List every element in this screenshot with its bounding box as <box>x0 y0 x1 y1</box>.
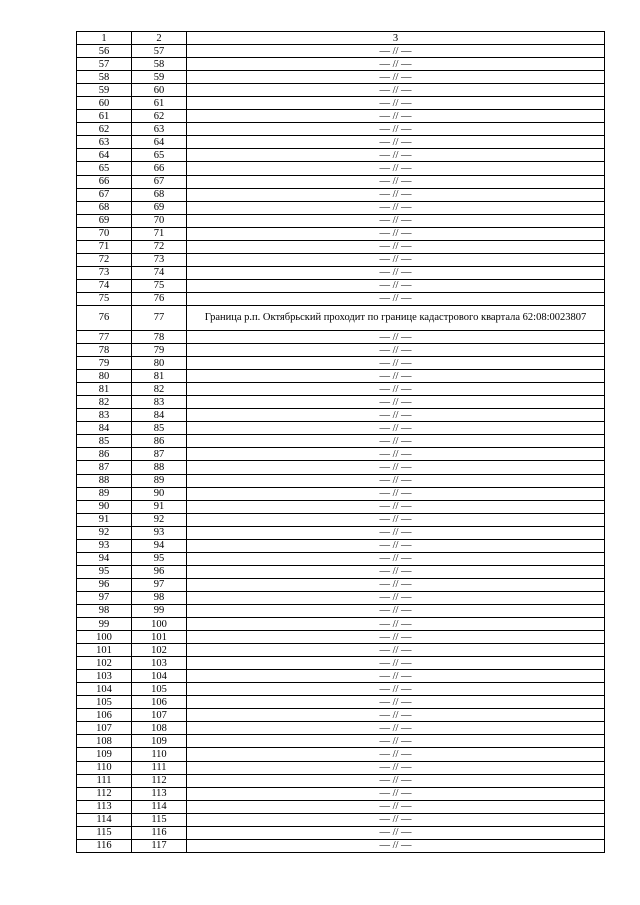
point-to-cell: 70 <box>132 214 187 227</box>
table-row <box>77 149 605 162</box>
point-from-cell: 57 <box>77 58 132 71</box>
point-to-cell: 86 <box>132 435 187 448</box>
point-to-cell: 76 <box>132 292 187 305</box>
point-to-cell: 93 <box>132 526 187 539</box>
table-row <box>77 123 605 136</box>
point-to-cell: 104 <box>132 670 187 683</box>
point-from-cell: 64 <box>77 149 132 162</box>
description-cell: — // — <box>187 330 605 343</box>
description-cell: — // — <box>187 813 605 826</box>
point-from-cell: 90 <box>77 500 132 513</box>
table-row <box>77 344 605 357</box>
table-row <box>77 552 605 565</box>
table-row <box>77 696 605 709</box>
point-from-cell: 79 <box>77 357 132 370</box>
table-row <box>77 422 605 435</box>
description-cell: — // — <box>187 448 605 461</box>
point-from-cell: 92 <box>77 526 132 539</box>
point-to-cell: 72 <box>132 240 187 253</box>
description-cell: — // — <box>187 188 605 201</box>
description-cell: — // — <box>187 175 605 188</box>
column-number-3: 3 <box>187 32 605 45</box>
point-from-cell: 67 <box>77 188 132 201</box>
point-from-cell: 113 <box>77 800 132 813</box>
point-from-cell: 77 <box>77 330 132 343</box>
description-cell: — // — <box>187 735 605 748</box>
point-from-cell: 97 <box>77 591 132 604</box>
point-to-cell: 63 <box>132 123 187 136</box>
description-cell: — // — <box>187 722 605 735</box>
table-row <box>77 604 605 617</box>
table-row <box>77 618 605 631</box>
table-row <box>77 110 605 123</box>
table-row <box>77 539 605 552</box>
table-row <box>77 591 605 604</box>
description-cell: — // — <box>187 123 605 136</box>
table-row <box>77 396 605 409</box>
point-to-cell: 114 <box>132 800 187 813</box>
point-to-cell: 113 <box>132 787 187 800</box>
table-row <box>77 175 605 188</box>
description-cell: — // — <box>187 240 605 253</box>
table-row <box>77 97 605 110</box>
table-row <box>77 487 605 500</box>
description-cell: Граница р.п. Октябрьский проходит по границе кадастрового квартала 62:08:0023807 <box>187 305 605 330</box>
point-from-cell: 95 <box>77 565 132 578</box>
point-from-cell: 100 <box>77 631 132 644</box>
point-from-cell: 83 <box>77 409 132 422</box>
point-from-cell: 101 <box>77 644 132 657</box>
point-to-cell: 69 <box>132 201 187 214</box>
point-to-cell: 96 <box>132 565 187 578</box>
table-row <box>77 774 605 787</box>
point-from-cell: 84 <box>77 422 132 435</box>
point-from-cell: 85 <box>77 435 132 448</box>
point-to-cell: 109 <box>132 735 187 748</box>
description-cell: — // — <box>187 500 605 513</box>
description-cell: — // — <box>187 578 605 591</box>
table-row <box>77 657 605 670</box>
point-from-cell: 82 <box>77 396 132 409</box>
point-to-cell: 77 <box>132 305 187 330</box>
table-row <box>77 644 605 657</box>
description-cell: — // — <box>187 136 605 149</box>
point-to-cell: 110 <box>132 748 187 761</box>
point-to-cell: 103 <box>132 657 187 670</box>
point-to-cell: 57 <box>132 45 187 58</box>
table-row <box>77 787 605 800</box>
table-row <box>77 305 605 330</box>
point-from-cell: 62 <box>77 123 132 136</box>
point-to-cell: 67 <box>132 175 187 188</box>
table-row <box>77 84 605 97</box>
description-cell: — // — <box>187 45 605 58</box>
description-cell: — // — <box>187 149 605 162</box>
point-from-cell: 68 <box>77 201 132 214</box>
point-from-cell: 107 <box>77 722 132 735</box>
description-cell: — // — <box>187 787 605 800</box>
table-row <box>77 722 605 735</box>
table-row <box>77 709 605 722</box>
point-from-cell: 110 <box>77 761 132 774</box>
description-cell: — // — <box>187 591 605 604</box>
table-row <box>77 330 605 343</box>
point-from-cell: 78 <box>77 344 132 357</box>
point-to-cell: 62 <box>132 110 187 123</box>
table-row <box>77 435 605 448</box>
column-number-1: 1 <box>77 32 132 45</box>
description-cell: — // — <box>187 774 605 787</box>
point-to-cell: 91 <box>132 500 187 513</box>
table-row <box>77 253 605 266</box>
description-cell: — // — <box>187 409 605 422</box>
table-row <box>77 683 605 696</box>
point-to-cell: 66 <box>132 162 187 175</box>
point-to-cell: 99 <box>132 604 187 617</box>
point-to-cell: 116 <box>132 826 187 839</box>
description-cell: — // — <box>187 396 605 409</box>
description-cell: — // — <box>187 383 605 396</box>
point-to-cell: 90 <box>132 487 187 500</box>
point-to-cell: 88 <box>132 461 187 474</box>
table-row <box>77 813 605 826</box>
point-from-cell: 102 <box>77 657 132 670</box>
point-from-cell: 96 <box>77 578 132 591</box>
description-cell: — // — <box>187 526 605 539</box>
description-cell: — // — <box>187 71 605 84</box>
description-cell: — // — <box>187 435 605 448</box>
description-cell: — // — <box>187 461 605 474</box>
point-from-cell: 111 <box>77 774 132 787</box>
point-to-cell: 84 <box>132 409 187 422</box>
table-row <box>77 409 605 422</box>
point-from-cell: 87 <box>77 461 132 474</box>
description-cell: — // — <box>187 253 605 266</box>
table-row <box>77 565 605 578</box>
point-from-cell: 88 <box>77 474 132 487</box>
description-cell: — // — <box>187 657 605 670</box>
table-row <box>77 735 605 748</box>
table-row <box>77 526 605 539</box>
table-row <box>77 826 605 839</box>
point-to-cell: 107 <box>132 709 187 722</box>
point-to-cell: 59 <box>132 71 187 84</box>
table-row <box>77 631 605 644</box>
point-to-cell: 95 <box>132 552 187 565</box>
point-from-cell: 80 <box>77 370 132 383</box>
point-from-cell: 116 <box>77 839 132 852</box>
point-to-cell: 78 <box>132 330 187 343</box>
point-to-cell: 68 <box>132 188 187 201</box>
point-to-cell: 71 <box>132 227 187 240</box>
point-to-cell: 73 <box>132 253 187 266</box>
description-cell: — // — <box>187 631 605 644</box>
point-from-cell: 76 <box>77 305 132 330</box>
table-row <box>77 240 605 253</box>
description-cell: — // — <box>187 565 605 578</box>
point-from-cell: 86 <box>77 448 132 461</box>
table-row <box>77 461 605 474</box>
point-to-cell: 64 <box>132 136 187 149</box>
table-row <box>77 266 605 279</box>
boundary-points-table <box>76 31 605 853</box>
table-row <box>77 188 605 201</box>
description-cell: — // — <box>187 422 605 435</box>
point-from-cell: 71 <box>77 240 132 253</box>
description-cell: — // — <box>187 683 605 696</box>
point-from-cell: 98 <box>77 604 132 617</box>
point-to-cell: 85 <box>132 422 187 435</box>
table-row <box>77 474 605 487</box>
point-from-cell: 114 <box>77 813 132 826</box>
point-to-cell: 100 <box>132 618 187 631</box>
point-to-cell: 58 <box>132 58 187 71</box>
table-row <box>77 839 605 852</box>
table-row <box>77 279 605 292</box>
point-from-cell: 93 <box>77 539 132 552</box>
table-row <box>77 227 605 240</box>
point-to-cell: 108 <box>132 722 187 735</box>
table-row <box>77 162 605 175</box>
table-row <box>77 383 605 396</box>
description-cell: — // — <box>187 357 605 370</box>
description-cell: — // — <box>187 110 605 123</box>
description-cell: — // — <box>187 474 605 487</box>
description-cell: — // — <box>187 370 605 383</box>
point-from-cell: 108 <box>77 735 132 748</box>
point-to-cell: 102 <box>132 644 187 657</box>
table-row <box>77 136 605 149</box>
point-to-cell: 82 <box>132 383 187 396</box>
point-from-cell: 115 <box>77 826 132 839</box>
description-cell: — // — <box>187 201 605 214</box>
table-row <box>77 578 605 591</box>
point-to-cell: 60 <box>132 84 187 97</box>
point-from-cell: 60 <box>77 97 132 110</box>
table-row <box>77 292 605 305</box>
table-body <box>77 45 605 853</box>
point-from-cell: 70 <box>77 227 132 240</box>
point-to-cell: 105 <box>132 683 187 696</box>
column-number-2: 2 <box>132 32 187 45</box>
point-from-cell: 59 <box>77 84 132 97</box>
point-from-cell: 99 <box>77 618 132 631</box>
description-cell: — // — <box>187 748 605 761</box>
table-row <box>77 500 605 513</box>
point-to-cell: 111 <box>132 761 187 774</box>
description-cell: — // — <box>187 266 605 279</box>
table-row <box>77 71 605 84</box>
point-from-cell: 89 <box>77 487 132 500</box>
point-to-cell: 79 <box>132 344 187 357</box>
table-row <box>77 201 605 214</box>
description-cell: — // — <box>187 618 605 631</box>
point-to-cell: 97 <box>132 578 187 591</box>
description-cell: — // — <box>187 670 605 683</box>
point-from-cell: 104 <box>77 683 132 696</box>
table-row <box>77 513 605 526</box>
point-from-cell: 112 <box>77 787 132 800</box>
description-cell: — // — <box>187 513 605 526</box>
point-from-cell: 105 <box>77 696 132 709</box>
table-row <box>77 448 605 461</box>
point-from-cell: 63 <box>77 136 132 149</box>
description-cell: — // — <box>187 227 605 240</box>
point-from-cell: 58 <box>77 71 132 84</box>
point-to-cell: 65 <box>132 149 187 162</box>
point-from-cell: 81 <box>77 383 132 396</box>
description-cell: — // — <box>187 344 605 357</box>
point-from-cell: 56 <box>77 45 132 58</box>
description-cell: — // — <box>187 644 605 657</box>
point-to-cell: 80 <box>132 357 187 370</box>
point-to-cell: 94 <box>132 539 187 552</box>
point-from-cell: 73 <box>77 266 132 279</box>
description-cell: — // — <box>187 800 605 813</box>
point-to-cell: 92 <box>132 513 187 526</box>
table-row <box>77 370 605 383</box>
table-row <box>77 357 605 370</box>
point-to-cell: 101 <box>132 631 187 644</box>
table-row <box>77 45 605 58</box>
description-cell: — // — <box>187 97 605 110</box>
point-from-cell: 61 <box>77 110 132 123</box>
description-cell: — // — <box>187 552 605 565</box>
table-row <box>77 58 605 71</box>
point-to-cell: 75 <box>132 279 187 292</box>
column-number-row <box>77 32 605 45</box>
description-cell: — // — <box>187 761 605 774</box>
point-to-cell: 61 <box>132 97 187 110</box>
point-from-cell: 75 <box>77 292 132 305</box>
point-from-cell: 103 <box>77 670 132 683</box>
point-to-cell: 87 <box>132 448 187 461</box>
point-from-cell: 72 <box>77 253 132 266</box>
table-row <box>77 761 605 774</box>
point-to-cell: 81 <box>132 370 187 383</box>
description-cell: — // — <box>187 214 605 227</box>
description-cell: — // — <box>187 696 605 709</box>
point-to-cell: 117 <box>132 839 187 852</box>
point-to-cell: 115 <box>132 813 187 826</box>
point-to-cell: 89 <box>132 474 187 487</box>
description-cell: — // — <box>187 279 605 292</box>
point-to-cell: 106 <box>132 696 187 709</box>
point-from-cell: 109 <box>77 748 132 761</box>
point-from-cell: 65 <box>77 162 132 175</box>
description-cell: — // — <box>187 84 605 97</box>
table-row <box>77 670 605 683</box>
point-to-cell: 112 <box>132 774 187 787</box>
point-from-cell: 74 <box>77 279 132 292</box>
description-cell: — // — <box>187 162 605 175</box>
point-from-cell: 69 <box>77 214 132 227</box>
point-to-cell: 83 <box>132 396 187 409</box>
description-cell: — // — <box>187 58 605 71</box>
description-cell: — // — <box>187 709 605 722</box>
table-row <box>77 800 605 813</box>
description-cell: — // — <box>187 292 605 305</box>
description-cell: — // — <box>187 826 605 839</box>
description-cell: — // — <box>187 539 605 552</box>
description-cell: — // — <box>187 487 605 500</box>
point-from-cell: 106 <box>77 709 132 722</box>
table-row <box>77 748 605 761</box>
description-cell: — // — <box>187 839 605 852</box>
point-to-cell: 98 <box>132 591 187 604</box>
point-to-cell: 74 <box>132 266 187 279</box>
point-from-cell: 94 <box>77 552 132 565</box>
point-from-cell: 66 <box>77 175 132 188</box>
point-from-cell: 91 <box>77 513 132 526</box>
description-cell: — // — <box>187 604 605 617</box>
table-row <box>77 214 605 227</box>
